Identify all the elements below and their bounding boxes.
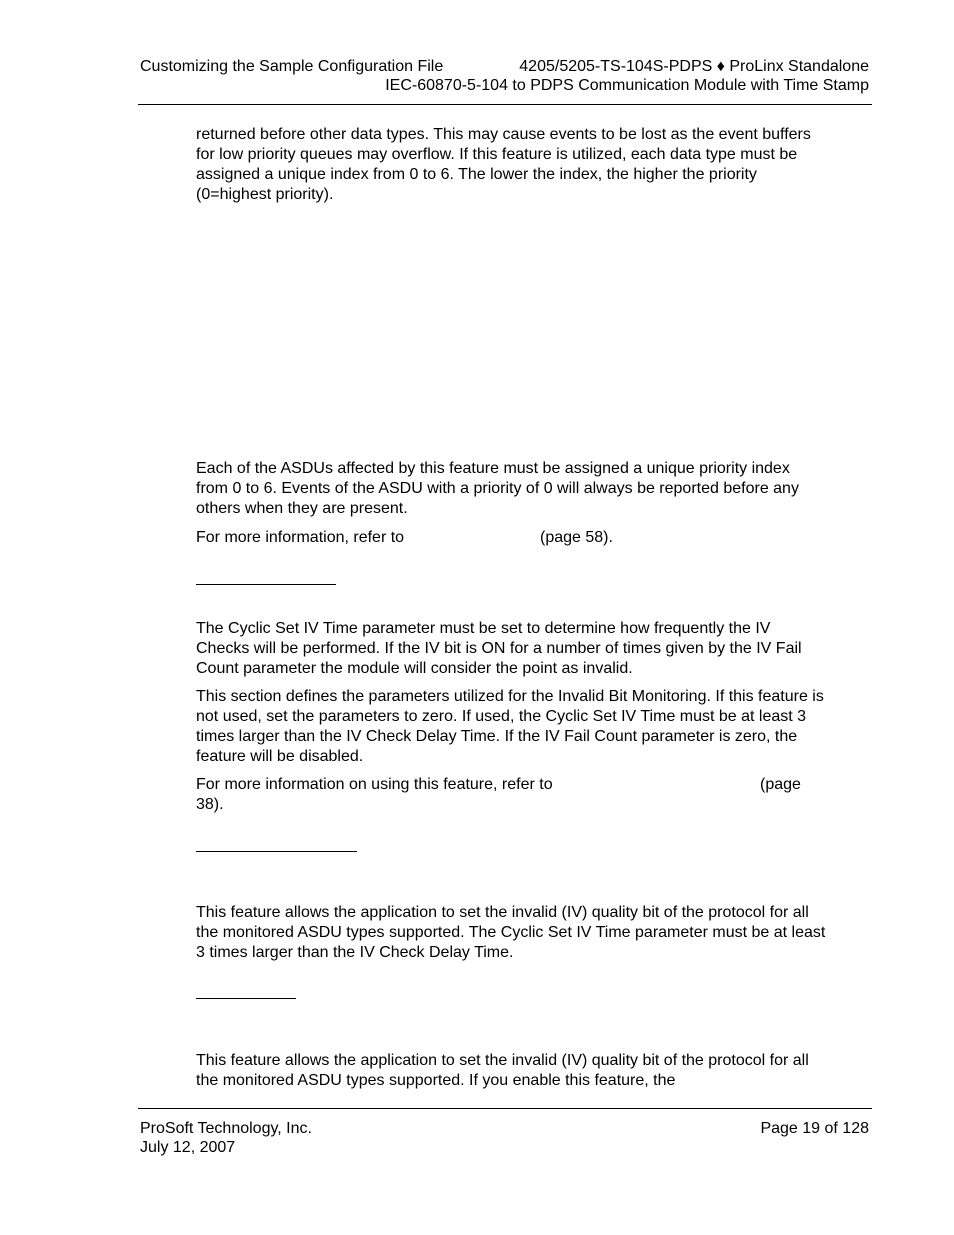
paragraph-reference-2: For more information on using this feature, refer to [196, 776, 553, 793]
paragraph-iv-quality-2: This feature allows the application to set the invalid (IV) quality bit of the protocol for all the monitored ASDU types supported. If you enable this feature, the [196, 1052, 809, 1089]
reference-1-prefix: For more information, refer to [196, 529, 405, 546]
paragraph-cyclic-set-iv: The Cyclic Set IV Time parameter must be set to determine how frequently the IV Checks will be performed. If the IV bit is ON for a number of times given by the IV Fail Count parameter the module will consider the point as invalid. [196, 620, 802, 677]
footer-rule [138, 1108, 872, 1109]
paragraph-reference-1 [196, 528, 404, 548]
paragraph-iv-quality-1: This feature allows the application to set the invalid (IV) quality bit of the protocol for all the monitored ASDU types supported. The Cyclic Set IV Time parameter must be at least 3 times larger than the IV Check Delay Time. [196, 904, 826, 961]
reference-2-page-cont: 38). [196, 796, 224, 813]
section-heading-underline-2 [196, 851, 357, 852]
section-heading-underline-1 [196, 584, 336, 585]
paragraph-priority-continued: returned before other data types. This may cause events to be lost as the event buffers for low priority queues may overflow. If this feature is utilized, each data type must be assigned a unique index from 0 to 6. The lower the index, the higher the priority (0=highest priority). [196, 126, 811, 203]
reference-2-page: (page [760, 776, 801, 793]
footer-date: July 12, 2007 [140, 1139, 236, 1156]
reference-1-page: (page 58). [540, 529, 613, 546]
header-rule [138, 104, 872, 105]
header-module-name: IEC-60870-5-104 to PDPS Communication Module with Time Stamp [385, 77, 869, 94]
section-heading-underline-3 [196, 998, 296, 999]
paragraph-asdu-priority: Each of the ASDUs affected by this feature must be assigned a unique priority index from 0 to 6. Events of the ASDU with a priority of 0 will always be reported before any others when they are present. [196, 460, 799, 517]
paragraph-invalid-bit-monitoring: This section defines the parameters utilized for the Invalid Bit Monitoring. If this feature is not used, set the parameters to zero. If used, the Cyclic Set IV Time must be at least 3 times larger than the IV Check Delay Time. If the IV Fail Count parameter is zero, the feature will be disabled. [196, 688, 824, 765]
footer-company: ProSoft Technology, Inc. [140, 1120, 312, 1137]
header-section-title: Customizing the Sample Configuration File [140, 58, 444, 75]
footer-page-number: Page 19 of 128 [760, 1120, 869, 1137]
header-product-line: 4205/5205-TS-104S-PDPS ♦ ProLinx Standalone [519, 58, 869, 75]
